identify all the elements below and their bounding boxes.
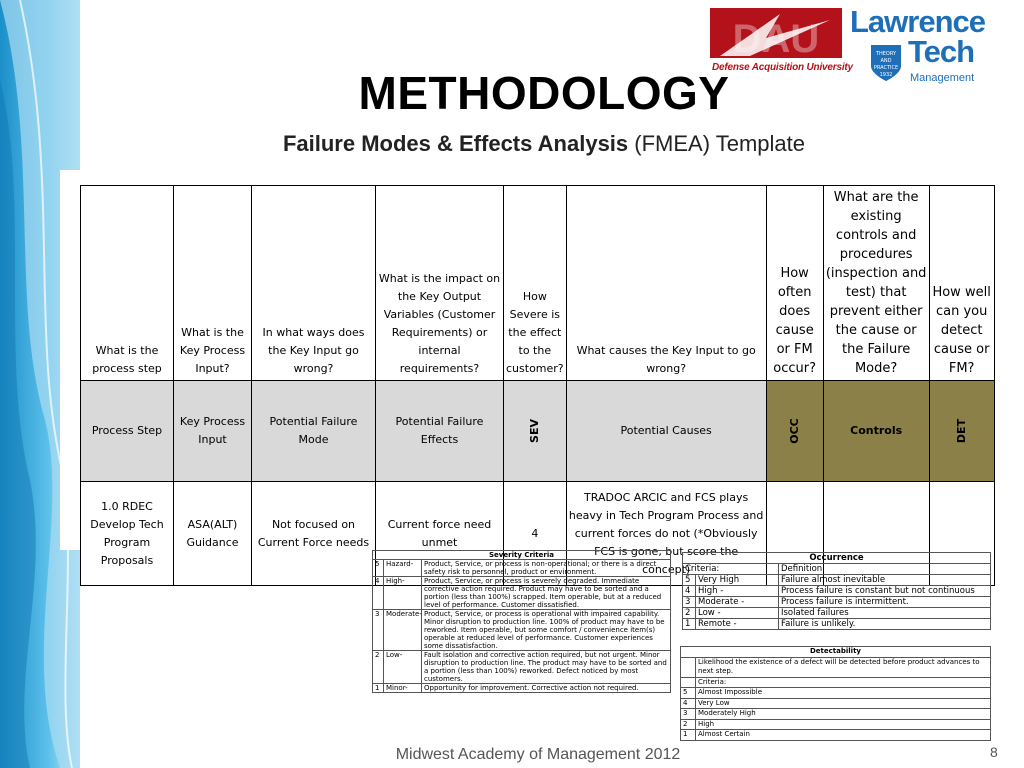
question-cell: How Severe is the effect to the customer? bbox=[504, 186, 567, 381]
question-cell: How often does cause or FM occur? bbox=[766, 186, 823, 381]
ltu-shield-text: THEORY bbox=[875, 51, 897, 57]
row-label: High- bbox=[384, 577, 422, 610]
row-label: Minor- bbox=[384, 684, 422, 693]
row-text: Opportunity for improvement. Corrective action not required. bbox=[422, 684, 671, 693]
table-row bbox=[373, 560, 671, 577]
dau-name: Defense Acquisition University bbox=[712, 62, 853, 73]
svg-text:PRACTICE: PRACTICE bbox=[873, 65, 899, 71]
table-row bbox=[683, 608, 991, 619]
data-cell: ASA(ALT) Guidance bbox=[174, 482, 252, 586]
row-number: 1 bbox=[683, 619, 696, 630]
table-row bbox=[373, 651, 671, 684]
detectability-title: Detectability bbox=[681, 647, 991, 658]
data-cell: Current force need unmet bbox=[376, 482, 504, 586]
header-cell bbox=[766, 381, 823, 482]
svg-text:1932: 1932 bbox=[879, 72, 893, 78]
row-number: 4 bbox=[683, 586, 696, 597]
question-row bbox=[81, 186, 995, 381]
row-text: Fault isolation and corrective action required, but not urgent. Minor disruption to production line. The product may have to be sorted and a portion (less than 100%) reworked. Defect noticed by most customers. bbox=[422, 651, 671, 684]
row-number: 3 bbox=[681, 709, 696, 720]
row-number: 4 bbox=[373, 577, 384, 610]
row-text: Failure is unlikely. bbox=[779, 619, 991, 630]
severity-title: Severity Criteria bbox=[373, 551, 671, 560]
header-cell: Process Step bbox=[81, 381, 174, 482]
row-text: Product, Service, or process is severely degraded. Immediate corrective action required. Product may have to be sorted and a portion (less than 100%) scrapped. Item operable, but at a reduced level of performance. Customer dissatisfied. bbox=[422, 577, 671, 610]
table-row bbox=[683, 586, 991, 597]
row-label: Low- bbox=[384, 651, 422, 684]
row-label: High bbox=[696, 719, 991, 730]
header-cell: Potential Failure Effects bbox=[376, 381, 504, 482]
table-row bbox=[683, 575, 991, 586]
header-cell: Potential Failure Mode bbox=[252, 381, 376, 482]
definition-label: Definition bbox=[779, 564, 991, 575]
row-number: 2 bbox=[681, 719, 696, 730]
row-label: Remote - bbox=[696, 619, 779, 630]
criteria-label: Criteria: bbox=[696, 677, 991, 688]
data-cell: Not focused on Current Force needs bbox=[252, 482, 376, 586]
header-row bbox=[81, 381, 995, 482]
row-number: 3 bbox=[683, 597, 696, 608]
detectability-table bbox=[680, 646, 991, 741]
table-row bbox=[683, 597, 991, 608]
subtitle-bold: Failure Modes & Effects Analysis bbox=[282, 131, 629, 156]
detectability-intro: Likelihood the existence of a defect will be detected before product advances to next step. bbox=[696, 657, 991, 677]
row-label: High - bbox=[696, 586, 779, 597]
criteria-label: Criteria: bbox=[683, 564, 779, 575]
data-cell: 1.0 RDEC Develop Tech Program Proposals bbox=[81, 482, 174, 586]
row-label: Moderate- bbox=[384, 610, 422, 651]
row-label: Moderate - bbox=[696, 597, 779, 608]
row-label: Low - bbox=[696, 608, 779, 619]
row-number: 2 bbox=[373, 651, 384, 684]
occurrence-title: Occurrence bbox=[683, 553, 991, 564]
row-label: Very High bbox=[696, 575, 779, 586]
header-cell bbox=[504, 381, 567, 482]
slide-footer: Midwest Academy of Management 2012 bbox=[395, 746, 681, 763]
row-text: Failure almost inevitable bbox=[779, 575, 991, 586]
dau-mark-text: DAU bbox=[732, 17, 820, 61]
table-row bbox=[373, 610, 671, 651]
dau-mark bbox=[710, 8, 842, 63]
occ-header: OCC bbox=[787, 418, 801, 444]
header-cell: Controls bbox=[823, 381, 929, 482]
row-text: Product, Service, or process is non-operational; or there is a direct safety risk to personnel, product or environment. bbox=[422, 560, 671, 577]
row-label: Almost Certain bbox=[696, 730, 991, 741]
header-cell: Key Process Input bbox=[174, 381, 252, 482]
subtitle-normal: (FMEA) Template bbox=[628, 131, 806, 156]
table-row bbox=[373, 577, 671, 610]
row-number: 5 bbox=[373, 560, 384, 577]
slide-subtitle bbox=[0, 131, 1024, 157]
question-cell: How well can you detect cause or FM? bbox=[929, 186, 994, 381]
question-cell: What are the existing controls and procedures (inspection and test) that prevent either the cause or the Failure Mode? bbox=[823, 186, 929, 381]
question-cell: What causes the Key Input to go wrong? bbox=[566, 186, 766, 381]
data-cell: TRADOC ARCIC and FCS plays heavy in Tech Program Process and current forces do not (*Obviously FCS is gone, but score the concept) bbox=[566, 482, 766, 586]
table-row bbox=[681, 709, 991, 720]
row-number: 5 bbox=[683, 575, 696, 586]
row-text: Process failure is constant but not continuous bbox=[779, 586, 991, 597]
header-cell bbox=[929, 381, 994, 482]
row-number: 2 bbox=[683, 608, 696, 619]
data-cell: 4 bbox=[504, 482, 567, 586]
row-number: 5 bbox=[681, 688, 696, 699]
table-row bbox=[683, 619, 991, 630]
question-cell: What is the Key Process Input? bbox=[174, 186, 252, 381]
ltu-word-tech: Tech bbox=[908, 34, 975, 69]
sev-header: SEV bbox=[527, 419, 541, 443]
ltu-subtitle: Management bbox=[910, 72, 975, 84]
row-text: Process failure is intermittent. bbox=[779, 597, 991, 608]
row-number: 1 bbox=[373, 684, 384, 693]
table-row bbox=[681, 719, 991, 730]
question-cell: What is the process step bbox=[81, 186, 174, 381]
question-cell: What is the impact on the Key Output Variables (Customer Requirements) or internal requirements? bbox=[376, 186, 504, 381]
row-label: Moderately High bbox=[696, 709, 991, 720]
table-row bbox=[681, 698, 991, 709]
table-row bbox=[681, 688, 991, 699]
det-header: DET bbox=[954, 418, 968, 444]
table-row bbox=[681, 730, 991, 741]
question-cell: In what ways does the Key Input go wrong? bbox=[252, 186, 376, 381]
row-number: 1 bbox=[681, 730, 696, 741]
row-label: Very Low bbox=[696, 698, 991, 709]
slide-title: METHODOLOGY bbox=[358, 67, 730, 119]
svg-text:AND: AND bbox=[880, 58, 892, 64]
row-number: 4 bbox=[681, 698, 696, 709]
ltu-word-lawrence: Lawrence bbox=[850, 4, 986, 39]
header-cell: Potential Causes bbox=[566, 381, 766, 482]
row-text: Product, Service, or process is operational with impaired capability. Minor disruption to production line. 100% of product may have to be reworked. Item operable, but some comfort / convenience item(s) operable at reduced level of performance. Customer experiences some dissatisfaction. bbox=[422, 610, 671, 651]
row-number: 3 bbox=[373, 610, 384, 651]
page-number: 8 bbox=[990, 744, 998, 760]
table-row bbox=[373, 684, 671, 693]
fmea-table bbox=[80, 185, 995, 586]
occurrence-table bbox=[682, 552, 991, 630]
row-label: Hazard- bbox=[384, 560, 422, 577]
severity-criteria-table bbox=[372, 550, 671, 693]
row-text: Isolated failures bbox=[779, 608, 991, 619]
row-label: Almost Impossible bbox=[696, 688, 991, 699]
